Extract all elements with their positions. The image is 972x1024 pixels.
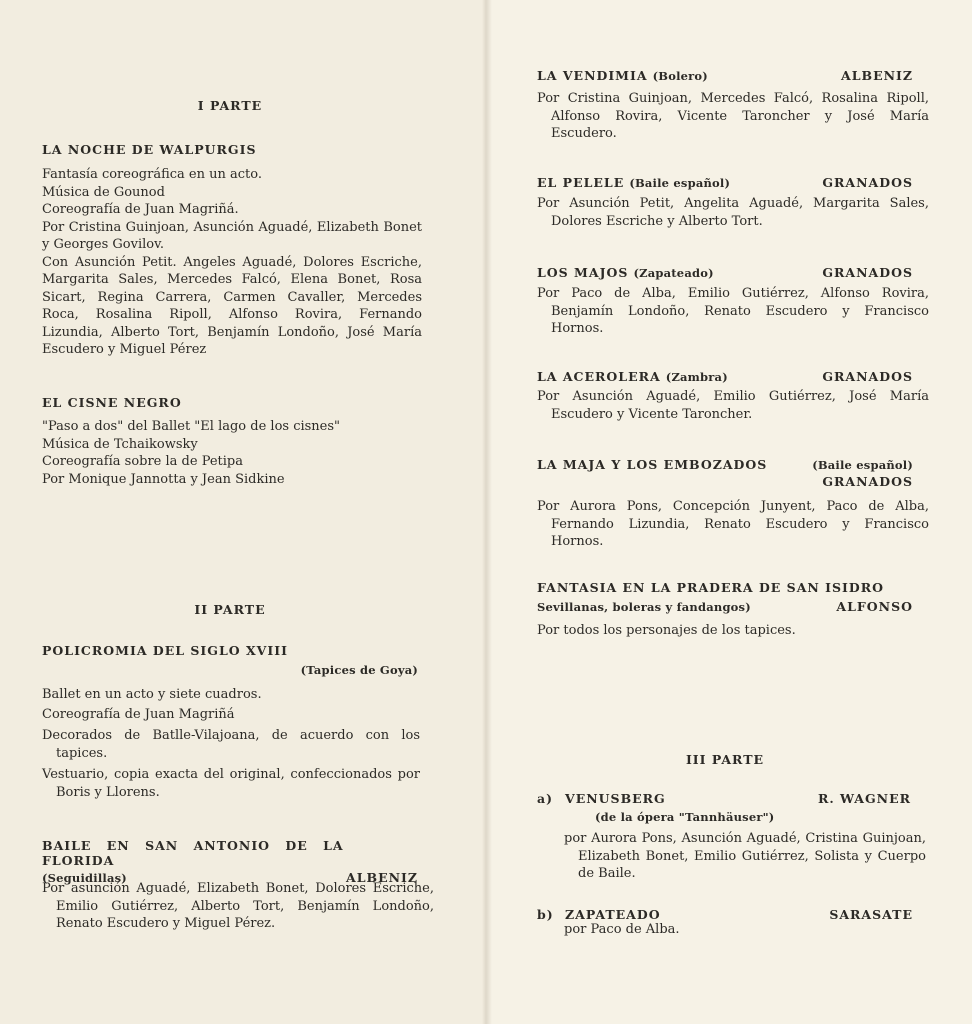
policromia-line-3: Decorados de Batlle-Vilajoana, de acuerdo con los tapices. — [42, 728, 420, 761]
majos-title: LOS MAJOS — [537, 265, 629, 280]
vendimia-title: LA VENDIMIA — [537, 68, 648, 83]
noche-line-2: Música de Gounod — [42, 184, 165, 200]
fantasia-composer: ALFONSO — [836, 599, 913, 614]
pelele-composer: GRANADOS — [822, 175, 913, 190]
vendimia-cast: Por Cristina Guinjoan, Mercedes Falcó, Rosalina Ripoll, Alfonso Rovira, Vicente Taroncher y José María Escudero. — [537, 91, 929, 141]
fantasia-cast: Por todos los personajes de los tapices. — [537, 623, 796, 638]
baile-title: BAILE EN SAN ANTONIO DE LA FLORIDA — [42, 838, 344, 868]
venusberg-cast: por Aurora Pons, Asunción Aguadé, Cristina Guinjoan, Elizabeth Bonet, Emilio Gutiérrez, Solista y Cuerpo de Baile. — [564, 831, 926, 881]
vendimia-subtitle: (Bolero) — [652, 69, 708, 83]
acerolera-header — [537, 366, 913, 385]
fantasia-title: FANTASIA EN LA PRADERA DE SAN ISIDRO — [537, 580, 885, 595]
acerolera-cast: Por Asunción Aguadé, Emilio Gutiérrez, José María Escudero y Vicente Taroncher. — [537, 389, 929, 422]
baile-composer: ALBENIZ — [346, 870, 418, 885]
fantasia-header — [537, 580, 913, 614]
noche-cast-2: Con Asunción Petit. Angeles Aguadé, Dolores Escriche, Margarita Sales, Mercedes Falcó, Elena Bonet, Rosa Sicart, Regina Carrera, Carmen Cavaller, Mercedes Roca, Rosalina Ripoll, Alfonso Rovira, Fernando Lizundia, Alberto Tort, Benjamín Londoño, José María Escudero y Miguel Pérez — [42, 254, 422, 357]
noche-line-1: Fantasía coreográfica en un acto. — [42, 167, 262, 182]
acerolera-composer: GRANADOS — [822, 369, 913, 384]
pelele-cast: Por Asunción Petit, Angelita Aguadé, Margarita Sales, Dolores Escriche y Alberto Tort. — [537, 196, 929, 229]
policromia-line-1: Ballet en un acto y siete cuadros. — [42, 687, 262, 702]
acerolera-subtitle: (Zambra) — [665, 370, 728, 384]
cisne-block — [42, 418, 422, 488]
policromia-title: POLICROMIA DEL SIGLO XVIII — [42, 643, 288, 658]
policromia-block — [42, 686, 420, 801]
venusberg-subtitle: (de la ópera "Tannhäuser") — [595, 810, 775, 824]
baile-subtitle: (Seguidillas) — [42, 871, 127, 885]
cisne-line-2: Música de Tchaikowsky — [42, 436, 198, 452]
majos-header — [537, 262, 913, 281]
maja-cast: Por Aurora Pons, Concepción Junyent, Paco de Alba, Fernando Lizundia, Renato Escudero y Francisco Hornos. — [537, 499, 929, 549]
acerolera-title: LA ACEROLERA — [537, 369, 661, 384]
pelele-header — [537, 172, 913, 191]
fantasia-subtitle: Sevillanas, boleras y fandangos) — [537, 600, 751, 614]
vendimia-composer: ALBENIZ — [841, 68, 913, 83]
zapateado-composer: SARASATE — [829, 907, 913, 922]
part-1-heading: I PARTE — [197, 98, 263, 113]
maja-composer: GRANADOS — [822, 474, 913, 489]
baile-cast: Por asunción Aguadé, Elizabeth Bonet, Dolores Escriche, Emilio Gutiérrez, Alberto Tort, Benjamín Londoño, Renato Escudero y Miguel Pérez. — [42, 881, 434, 931]
cisne-line-1: "Paso a dos" del Ballet "El lago de los cisnes" — [42, 419, 341, 434]
part-2-heading: II PARTE — [194, 602, 266, 617]
part-3-heading: III PARTE — [685, 752, 765, 767]
zapateado-cast: por Paco de Alba. — [564, 922, 680, 937]
pelele-subtitle: (Baile español) — [629, 176, 731, 190]
venusberg-composer: R. WAGNER — [817, 791, 911, 806]
vendimia-header — [537, 65, 913, 84]
noche-title: LA NOCHE DE WALPURGIS — [42, 142, 257, 157]
cisne-line-4: Por Monique Jannotta y Jean Sidkine — [42, 471, 285, 487]
venusberg-title: VENUSBERG — [565, 791, 666, 806]
cisne-line-3: Coreografía sobre la de Petipa — [42, 454, 244, 469]
policromia-line-4: Vestuario, copia exacta del original, confeccionados por Boris y Llorens. — [42, 767, 420, 800]
policromia-subtitle: (Tapices de Goya) — [300, 663, 418, 677]
page-fold — [482, 0, 492, 1024]
noche-line-3: Coreografía de Juan Magriñá. — [42, 202, 239, 217]
zapateado-marker: b) — [537, 907, 554, 922]
cisne-title: EL CISNE NEGRO — [42, 395, 182, 410]
noche-block — [42, 166, 422, 359]
baile-header — [42, 838, 418, 885]
maja-title: LA MAJA Y LOS EMBOZADOS — [537, 457, 768, 472]
majos-subtitle: (Zapateado) — [633, 266, 714, 280]
maja-subtitle: (Baile español) — [812, 458, 913, 472]
venusberg-marker: a) — [537, 791, 554, 806]
majos-cast: Por Paco de Alba, Emilio Gutiérrez, Alfonso Rovira, Benjamín Londoño, Renato Escudero y Francisco Hornos. — [537, 286, 929, 336]
policromia-line-2: Coreografía de Juan Magriñá — [42, 706, 235, 722]
venusberg-header — [537, 788, 913, 824]
maja-header — [537, 457, 913, 489]
pelele-title: EL PELELE — [537, 175, 625, 190]
zapateado-title: ZAPATEADO — [565, 907, 661, 922]
majos-composer: GRANADOS — [822, 265, 913, 280]
noche-cast-1: Por Cristina Guinjoan, Asunción Aguadé, Elizabeth Bonet y Georges Govilov. — [42, 219, 422, 252]
